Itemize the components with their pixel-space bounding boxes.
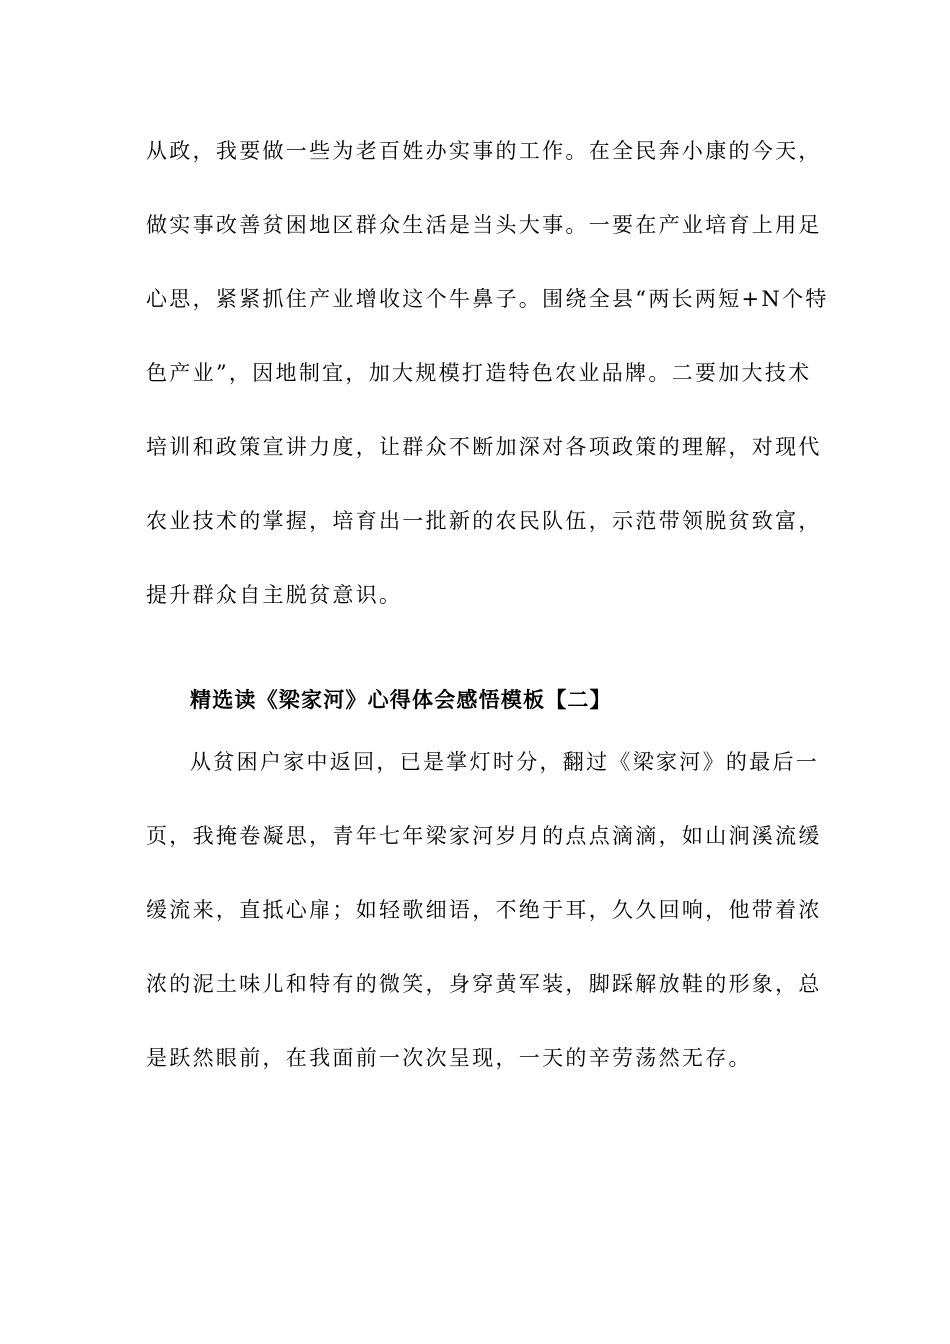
paragraph-line: 培训和政策宣讲力度，让群众不断加深对各项政策的理解，对现代 — [146, 435, 822, 459]
paragraph-line: 心思，紧紧抓住产业增收这个牛鼻子。围绕全县“两长两短+N个特 — [146, 287, 829, 311]
section-heading: 精选读《梁家河》心得体会感悟模板【二】 — [190, 687, 612, 712]
paragraph-line: 色产业”，因地制宜，加大规模打造特色农业品牌。二要加大技术 — [146, 361, 812, 385]
paragraph-line: 提升群众自主脱贫意识。 — [146, 583, 403, 607]
paragraph-line: 从贫困户家中返回，已是掌灯时分，翻过《梁家河》的最后一 — [190, 750, 820, 774]
paragraph-line: 农业技术的掌握，培育出一批新的农民队伍，示范带领脱贫致富， — [146, 509, 822, 533]
paragraph-line: 从政，我要做一些为老百姓办实事的工作。在全民奔小康的今天， — [146, 139, 822, 163]
paragraph-line: 页，我掩卷凝思，青年七年梁家河岁月的点点滴滴，如山涧溪流缓 — [146, 824, 822, 848]
paragraph-line: 是跃然眼前，在我面前一次次呈现，一天的辛劳荡然无存。 — [146, 1046, 752, 1070]
paragraph-line: 做实事改善贫困地区群众生活是当头大事。一要在产业培育上用足 — [146, 213, 822, 237]
paragraph-line: 浓的泥土味儿和特有的微笑，身穿黄军装，脚踩解放鞋的形象，总 — [146, 972, 822, 996]
paragraph-line: 缓流来，直抵心扉；如轻歌细语，不绝于耳，久久回响，他带着浓 — [146, 898, 822, 922]
